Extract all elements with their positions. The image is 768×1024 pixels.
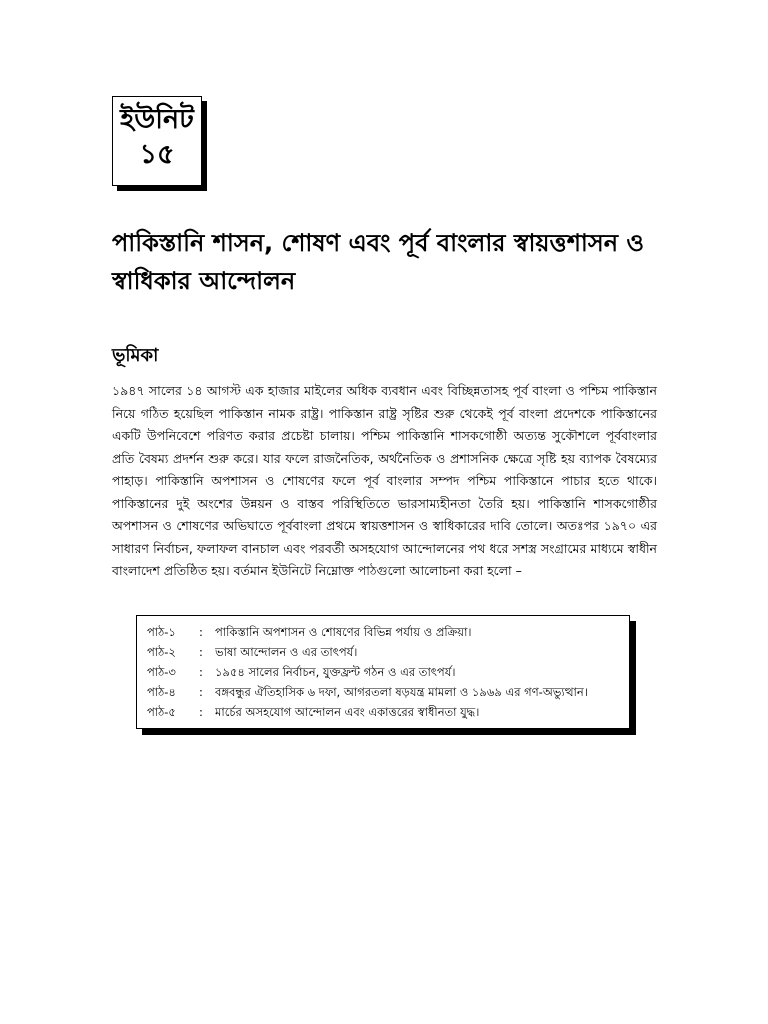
lesson-label: পাঠ-৩ <box>147 665 176 679</box>
lesson-separator: : <box>199 665 203 679</box>
section-heading: ভূমিকা <box>112 345 159 366</box>
lesson-separator: : <box>199 705 203 719</box>
lesson-label: পাঠ-২ <box>147 645 176 659</box>
lessons-list <box>136 615 630 729</box>
lesson-text: মার্চের অসহযোগ আন্দোলন এবং একাত্তরের স্বাধীনতা যুদ্ধ। <box>215 705 480 719</box>
lesson-row-5 <box>147 702 619 722</box>
lesson-separator: : <box>199 625 203 639</box>
lesson-text: পাকিস্তানি অপশাসন ও শোষণের বিভিন্ন পর্যায় ও প্রক্রিয়া। <box>215 625 472 639</box>
unit-badge <box>112 96 202 186</box>
lesson-text: ভাষা আন্দোলন ও এর তাৎপর্য। <box>215 645 358 659</box>
lesson-text: ১৯৫৪ সালের নির্বাচন, যুক্তফ্রন্ট গঠন ও এর তাৎপর্য। <box>215 665 456 679</box>
unit-number: ১৫ <box>139 139 175 170</box>
lesson-row-4 <box>147 682 619 702</box>
intro-paragraph: ১৯৪৭ সালের ১৪ আগস্ট এক হাজার মাইলের অধিক ব্যবধান এবং বিচ্ছিন্নতাসহ পূর্ব বাংলা ও পশ্চিম পাকিস্তান নিয়ে গঠিত হয়েছিল পাকিস্তান নামক রাষ্ট্র। পাকিস্তান রাষ্ট্র সৃষ্টির শুরু থেকেই পূর্ব বাংলা প্রদেশকে পাকিস্তানের একটি উপনিবেশে পরিণত করার প্রচেষ্টা চালায়। পশ্চিম পাকিস্তানি শাসকগোষ্ঠী অত্যন্ত সুকৌশলে পূর্ববাংলার প্রতি বৈষম্য প্রদর্শন শুরু করে। যার ফলে রাজনৈতিক, অর্থনৈতিক ও প্রশাসনিক ক্ষেত্রে সৃষ্টি হয় ব্যাপক বৈষম্যের পাহাড়। পাকিস্তানি অপশাসন ও শোষণের ফলে পূর্ব বাংলার সম্পদ পশ্চিম পাকিস্তানে পাচার হতে থাকে। পাকিস্তানের দুই অংশের উন্নয়ন ও বাস্তব পরিস্থিতিতে ভারসাম্যহীনতা তৈরি হয়। পাকিস্তানি শাসকগোষ্ঠীর অপশাসন ও শোষণের অভিঘাতে পূর্ববাংলা প্রথমে স্বায়ত্তশাসন ও স্বাধিকারের দাবি তোলে। অতঃপর ১৯৭০ এর সাধারণ নির্বাচন, ফলাফল বানচাল এবং পরবর্তী অসহযোগ আন্দোলনের পথ ধরে সশস্ত্র সংগ্রামের মাধ্যমে স্বাধীন বাংলাদেশ প্রতিষ্ঠিত হয়। বর্তমান ইউনিটে নিম্নোক্ত পাঠগুলো আলোচনা করা হলো – <box>112 383 657 578</box>
lesson-separator: : <box>199 685 203 699</box>
lesson-label: পাঠ-৪ <box>147 685 176 699</box>
lesson-label: পাঠ-১ <box>147 625 176 639</box>
lesson-label: পাঠ-৫ <box>147 705 176 719</box>
lesson-separator: : <box>199 645 203 659</box>
lesson-text: বঙ্গবন্ধুর ঐতিহাসিক ৬ দফা, আগরতলা ষড়যন্ত্র মামলা ও ১৯৬৯ এর গণ-অভ্যুত্থান। <box>215 685 588 699</box>
lesson-row-3 <box>147 662 619 682</box>
lesson-row-1 <box>147 622 619 642</box>
lesson-row-2 <box>147 642 619 662</box>
unit-title: পাকিস্তানি শাসন, শোষণ এবং পূর্ব বাংলার স্বায়ত্তশাসন ও স্বাধিকার আন্দোলন <box>112 229 645 295</box>
unit-word: ইউনিট <box>120 104 194 135</box>
